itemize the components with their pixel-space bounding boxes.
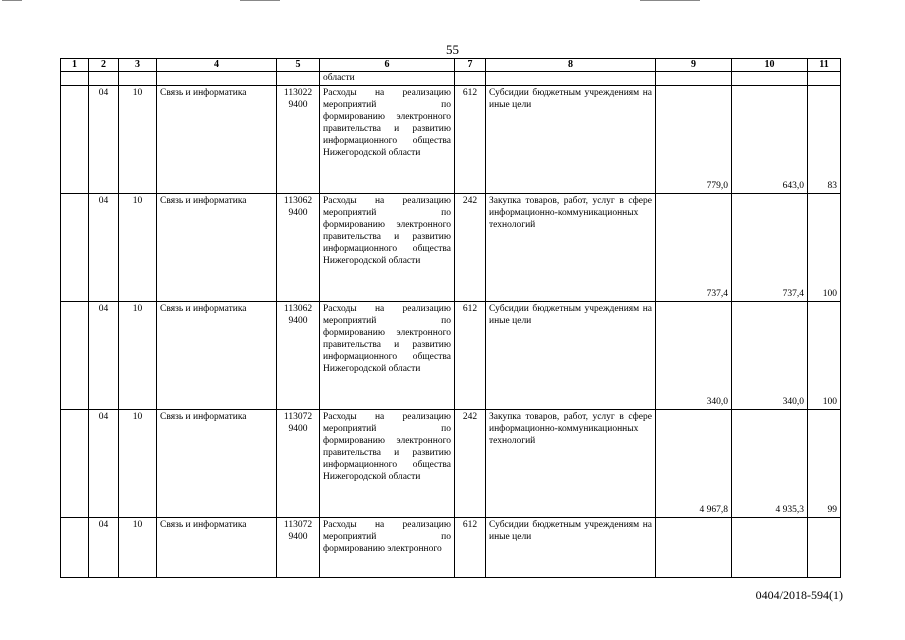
continuation-row [61,72,841,86]
header-cell: 2 [89,59,119,72]
table-cell: 04 [89,302,119,410]
table-cell: 612 [455,518,486,578]
table-cell: 10 [119,518,157,578]
table-cell: 340,0 [656,302,732,410]
table-cell: 113072 9400 [277,518,320,578]
table-row [61,86,841,194]
table-cell: 113072 9400 [277,410,320,518]
table-cell: 242 [455,410,486,518]
scan-edge-mark [2,0,22,1]
table-cell: Закупка товаров, работ, услуг в сфере информационно-коммуникационных технологий [486,194,656,302]
table-cell: 100 [808,302,841,410]
table-cell: 612 [455,86,486,194]
table-cell: Закупка товаров, работ, услуг в сфере информационно-коммуникационных технологий [486,410,656,518]
table-cell: Связь и информатика [157,194,277,302]
table-cell: 10 [119,410,157,518]
table-cell: Субсидии бюджетным учреждениям на иные цели [486,86,656,194]
table-cell: 4 935,3 [732,410,808,518]
table-cell: 340,0 [732,302,808,410]
table-cell: 83 [808,86,841,194]
table-cell: Расходы на реализацию мероприятий по формированию электронного правительства и развитию информационного общества Нижегородской области [320,194,455,302]
header-cell: 3 [119,59,157,72]
table-cell [808,518,841,578]
page-number: 55 [446,42,459,57]
table-row [61,410,841,518]
table-cell [656,518,732,578]
table-cell: Субсидии бюджетным учреждениям на иные цели [486,518,656,578]
table-cell: 10 [119,302,157,410]
table-cell: 4 967,8 [656,410,732,518]
table-cell: Связь и информатика [157,410,277,518]
table-cell: 612 [455,302,486,410]
header-cell: 8 [486,59,656,72]
table-cell: 242 [455,194,486,302]
table-cell: 737,4 [656,194,732,302]
table-cell: 04 [89,86,119,194]
header-row [61,59,841,72]
table-cell: 100 [808,194,841,302]
table-cell: 04 [89,194,119,302]
table-cell: 99 [808,410,841,518]
table-cell: 10 [119,194,157,302]
header-cell: 10 [732,59,808,72]
table-cell: Расходы на реализацию мероприятий по формированию электронного правительства и развитию информационного общества Нижегородской области [320,86,455,194]
table-cell: Субсидии бюджетным учреждениям на иные цели [486,302,656,410]
table-cell: 113062 9400 [277,194,320,302]
table-cell: области [320,72,455,86]
table-cell: 04 [89,518,119,578]
scan-edge-mark [240,0,280,1]
table-cell: Связь и информатика [157,518,277,578]
table-cell: Связь и информатика [157,86,277,194]
header-cell: 11 [808,59,841,72]
header-cell: 4 [157,59,277,72]
table-cell: 779,0 [656,86,732,194]
table-cell: 113022 9400 [277,86,320,194]
table-cell: Связь и информатика [157,302,277,410]
table-row [61,302,841,410]
table-row [61,194,841,302]
header-cell: 5 [277,59,320,72]
table-cell: Расходы на реализацию мероприятий по формированию электронного правительства и развитию информационного общества Нижегородской области [320,302,455,410]
table-cell: 643,0 [732,86,808,194]
table-cell: 10 [119,86,157,194]
header-cell: 9 [656,59,732,72]
budget-table [60,58,841,578]
scan-edge-mark [640,0,700,1]
header-cell: 1 [61,59,89,72]
header-cell: 6 [320,59,455,72]
table-cell: 113062 9400 [277,302,320,410]
header-cell: 7 [455,59,486,72]
table-cell [732,518,808,578]
table-cell: 737,4 [732,194,808,302]
table-cell: 04 [89,410,119,518]
table-cell: Расходы на реализацию мероприятий по формированию электронного правительства и развитию информационного общества Нижегородской области [320,410,455,518]
document-id: 0404/2018-594(1) [755,588,843,602]
table-cell: Расходы на реализацию мероприятий по формированию электронного [320,518,455,578]
table-row [61,518,841,578]
